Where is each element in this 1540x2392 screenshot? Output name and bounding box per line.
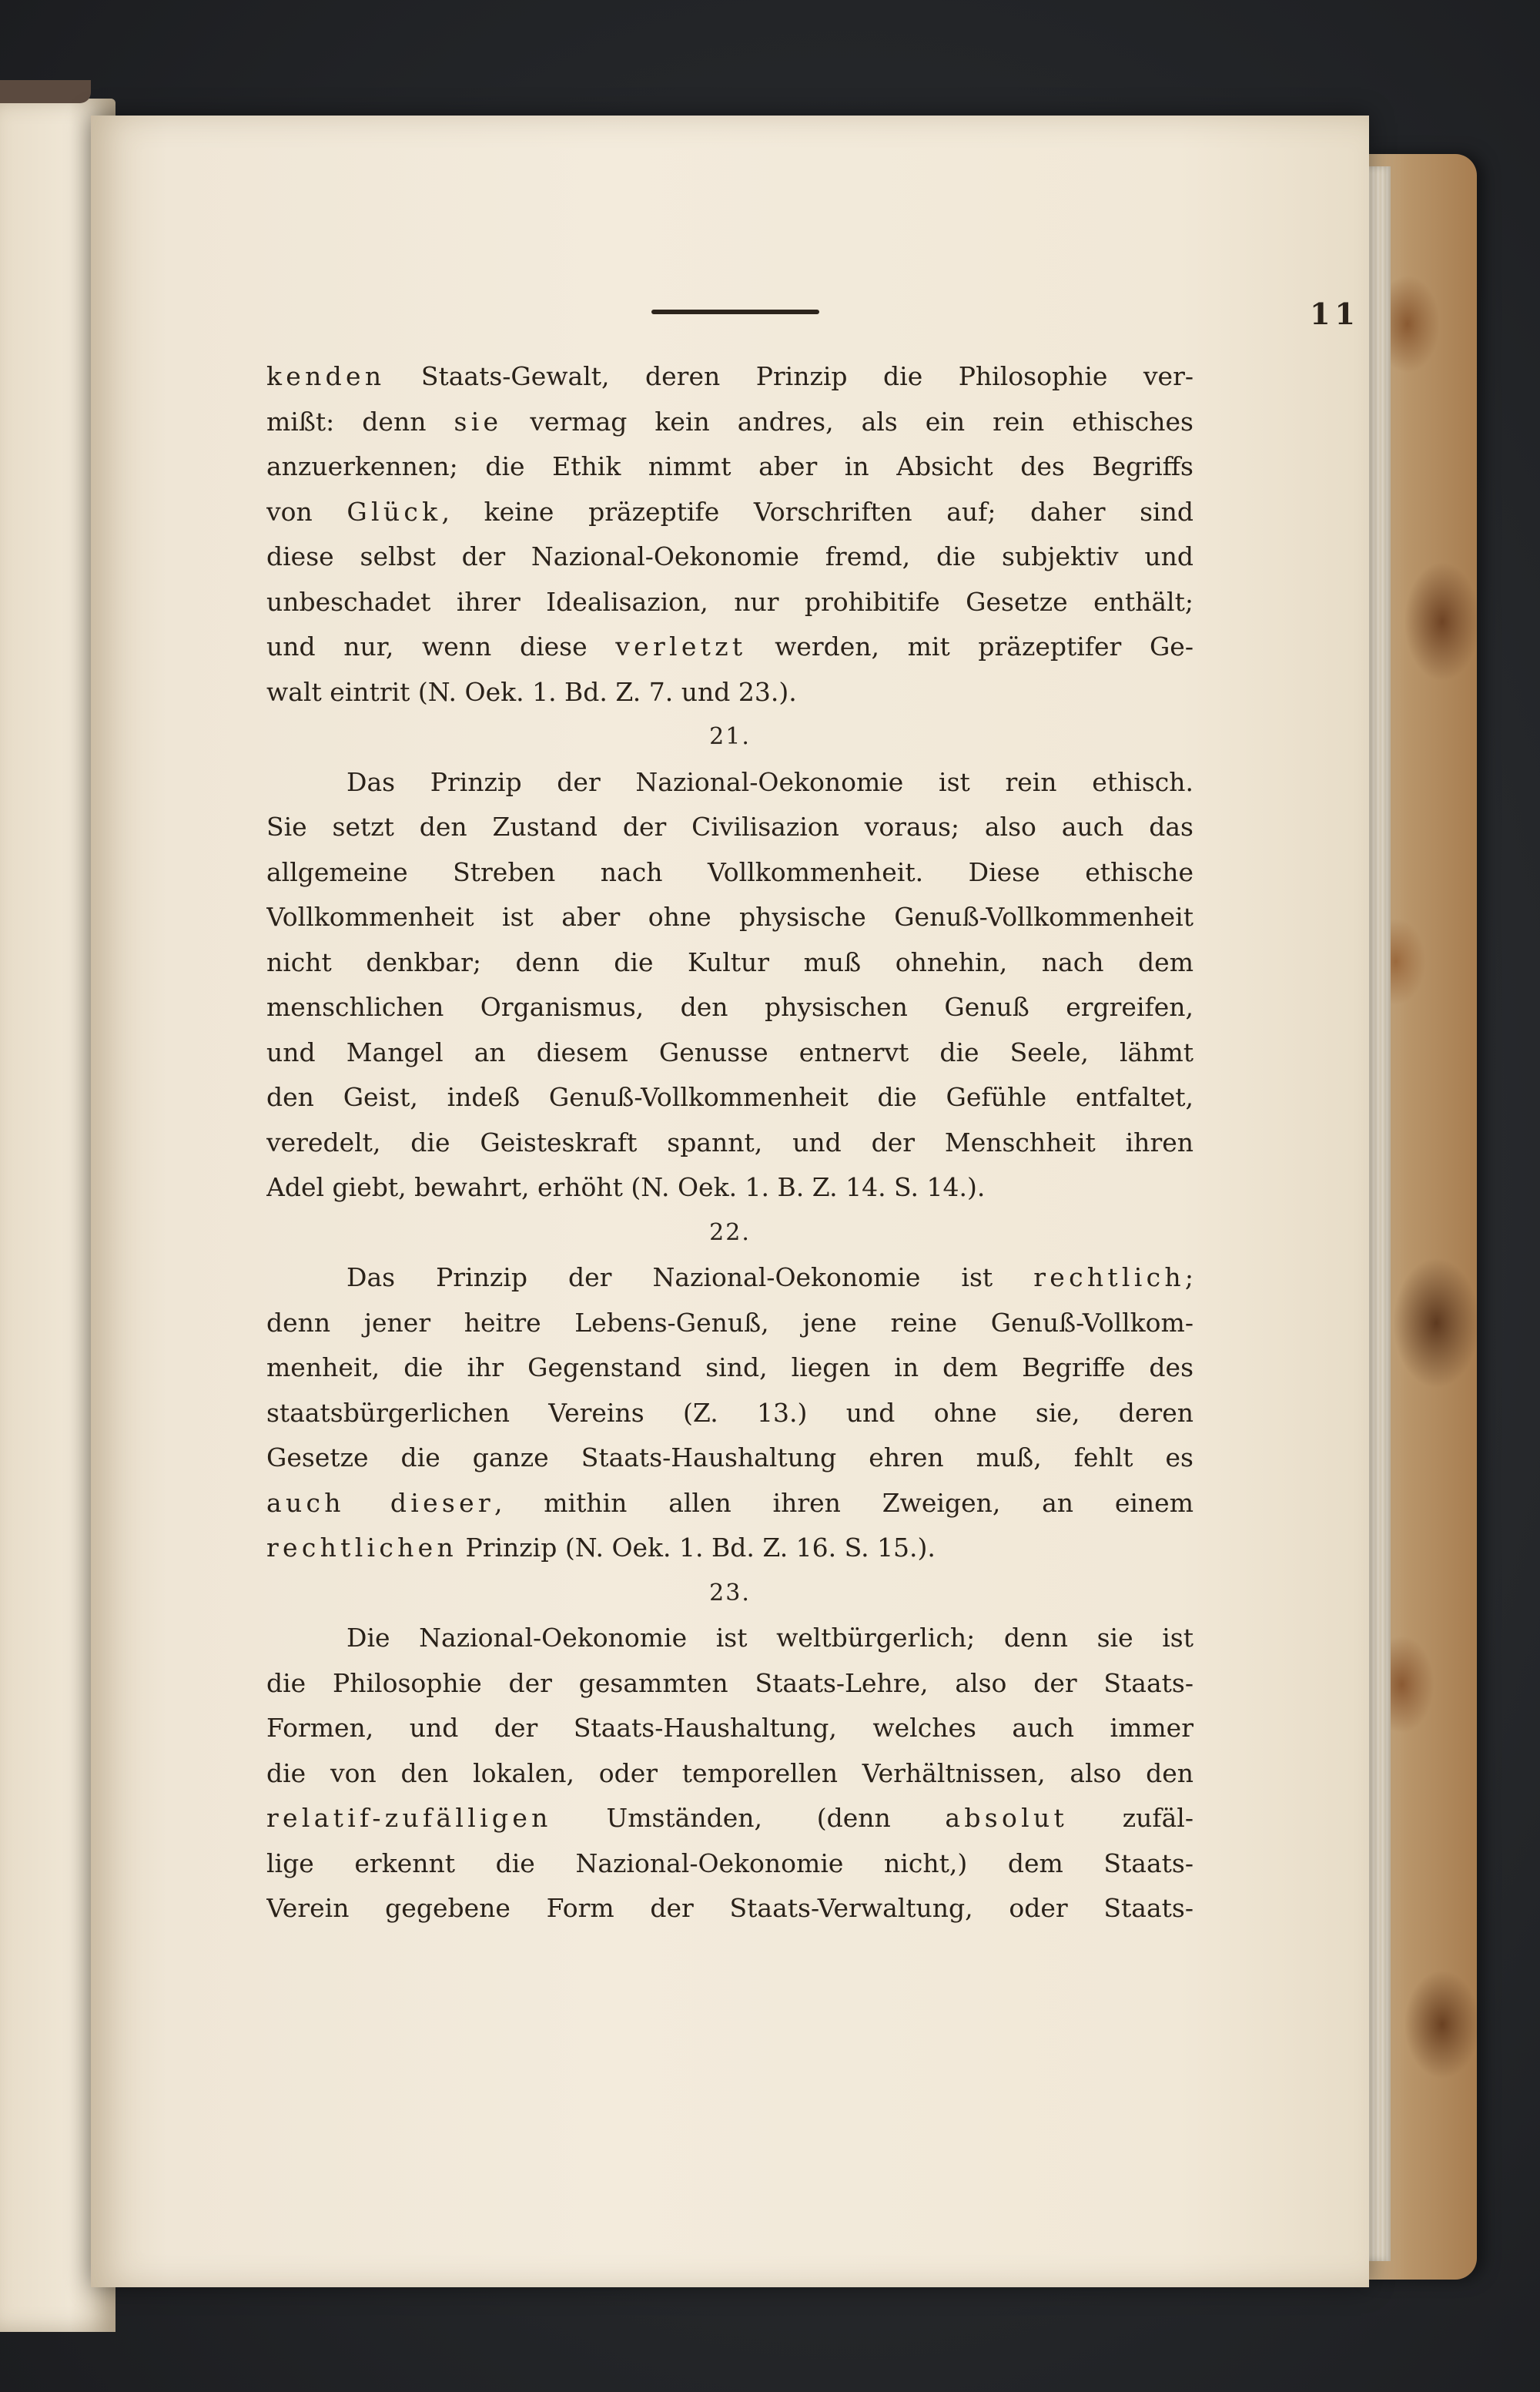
text-line <box>266 760 1194 806</box>
line-text: walt eintrit (N. Oek. 1. Bd. Z. 7. und 23.). <box>266 676 797 707</box>
text-line <box>266 1661 1194 1707</box>
line-text: nicht denkbar; denn die Kultur muß ohnehin, nach dem <box>266 946 1194 977</box>
text-line <box>266 1841 1194 1887</box>
line-text: Adel giebt, bewahrt, erhöht (N. Oek. 1. B. Z. 14. S. 14.). <box>266 1172 986 1202</box>
line-text: den Geist, indeß Genuß-Vollkommenheit die Gefühle entfaltet, <box>266 1082 1194 1112</box>
line-text: allgemeine Streben nach Vollkommenheit. Diese ethische <box>266 856 1194 887</box>
line-text: menschlichen Organismus, den physischen Genuß ergreifen, <box>266 992 1194 1022</box>
line-text: , keine präzeptife Vorschriften auf; daher sind <box>441 496 1194 527</box>
text-line <box>266 1616 1194 1661</box>
emphasis-spaced: auch dieser <box>266 1487 494 1518</box>
text-line <box>266 580 1194 625</box>
line-text: Gesetze die ganze Staats-Haushaltung ehren muß, fehlt es <box>266 1442 1194 1472</box>
line-text: Das Prinzip der Nazional-Oekonomie ist rein ethisch. <box>346 766 1194 797</box>
line-text: , mithin allen ihren Zweigen, an einem <box>494 1487 1194 1518</box>
text-line <box>266 1706 1194 1751</box>
paragraph-21 <box>266 760 1194 1211</box>
text-line <box>266 444 1194 490</box>
emphasis-spaced: sie <box>454 406 503 437</box>
section-number-22: 22. <box>709 1218 751 1246</box>
emphasis-spaced: kenden <box>266 361 386 391</box>
emphasis-spaced: Glück <box>346 496 442 527</box>
paragraph-23 <box>266 1616 1194 1931</box>
text-line <box>266 850 1194 896</box>
line-text: vermag kein andres, als ein rein ethisches <box>502 406 1194 437</box>
text-line <box>266 625 1194 670</box>
text-line <box>266 1030 1194 1076</box>
line-text: von <box>266 496 347 527</box>
text-line <box>266 1481 1194 1526</box>
line-text: die Philosophie der gesammten Staats-Lehre, also der Staats- <box>266 1667 1194 1698</box>
line-text: Sie setzt den Zustand der Civilisazion voraus; also auch das <box>266 812 1194 842</box>
paragraph-continued <box>266 354 1194 715</box>
text-line <box>266 1886 1194 1931</box>
emphasis-spaced: verletzt <box>615 632 747 662</box>
line-text: Umständen, (denn <box>551 1803 946 1833</box>
line-text: Formen, und der Staats-Haushaltung, welches auch immer <box>266 1713 1194 1743</box>
text-line <box>266 1796 1194 1841</box>
emphasis-spaced: rechtlich <box>1033 1262 1185 1292</box>
text-line <box>266 670 1194 715</box>
text-line <box>266 1436 1194 1481</box>
line-text: zufäl- <box>1068 1803 1194 1833</box>
text-line <box>266 1255 1194 1301</box>
section-number-21: 21. <box>709 723 751 750</box>
line-text: mißt: denn <box>266 406 454 437</box>
section-number-23: 23. <box>709 1579 751 1606</box>
line-text: ; <box>1184 1262 1194 1292</box>
text-line <box>266 805 1194 850</box>
text-line <box>266 1121 1194 1166</box>
text-line <box>266 1301 1194 1346</box>
line-text: menheit, die ihr Gegenstand sind, liegen in dem Begriffe des <box>266 1352 1194 1382</box>
line-text: denn jener heitre Lebens-Genuß, jene reine Genuß-Vollkom- <box>266 1307 1194 1338</box>
emphasis-spaced: absolut <box>945 1803 1069 1833</box>
emphasis-spaced: rechtlichen <box>266 1533 458 1563</box>
line-text: Staats-Gewalt, deren Prinzip die Philosophie ver- <box>385 361 1194 391</box>
line-text: die von den lokalen, oder temporellen Verhältnissen, also den <box>266 1757 1194 1788</box>
line-text: Prinzip (N. Oek. 1. Bd. Z. 16. S. 15.). <box>457 1533 936 1563</box>
paragraph-22 <box>266 1255 1194 1571</box>
header-rule <box>651 310 819 314</box>
line-text: veredelt, die Geisteskraft spannt, und der Menschheit ihren <box>266 1127 1194 1157</box>
line-text: Vollkommenheit ist aber ohne physische Genuß-Vollkommenheit <box>266 902 1194 932</box>
line-text: Das Prinzip der Nazional-Oekonomie ist <box>346 1262 1034 1292</box>
line-text: und Mangel an diesem Genusse entnervt die Seele, lähmt <box>266 1037 1194 1067</box>
line-text: unbeschadet ihrer Idealisazion, nur prohibitife Gesetze enthält; <box>266 586 1194 617</box>
text-line <box>266 940 1194 986</box>
line-text: anzuerkennen; die Ethik nimmt aber in Absicht des Begriffs <box>266 451 1194 481</box>
cover-corner <box>0 80 91 103</box>
line-text: Verein gegebene Form der Staats-Verwaltung, oder Staats- <box>266 1893 1194 1923</box>
text-line <box>266 400 1194 445</box>
text-line <box>266 895 1194 940</box>
text-line <box>266 1391 1194 1436</box>
text-line <box>266 1165 1194 1211</box>
page-number: 11 <box>1310 296 1360 331</box>
text-line <box>266 1075 1194 1121</box>
emphasis-spaced: relatif-zufälligen <box>266 1803 552 1833</box>
line-text: diese selbst der Nazional-Oekonomie fremd, die subjektiv und <box>266 541 1194 571</box>
line-text: staatsbürgerlichen Vereins (Z. 13.) und ohne sie, deren <box>266 1397 1194 1428</box>
text-line <box>266 534 1194 580</box>
book-page <box>91 116 1369 2287</box>
text-line <box>266 1345 1194 1391</box>
line-text: lige erkennt die Nazional-Oekonomie nicht,) dem Staats- <box>266 1848 1194 1878</box>
line-text: werden, mit präzeptifer Ge- <box>746 632 1194 662</box>
text-line <box>266 354 1194 400</box>
line-text: und nur, wenn diese <box>266 632 616 662</box>
text-line <box>266 1526 1194 1571</box>
text-line <box>266 490 1194 535</box>
text-line <box>266 1751 1194 1797</box>
text-line <box>266 985 1194 1030</box>
page-text <box>266 354 1194 1931</box>
line-text: Die Nazional-Oekonomie ist weltbürgerlich; denn sie ist <box>346 1623 1194 1653</box>
